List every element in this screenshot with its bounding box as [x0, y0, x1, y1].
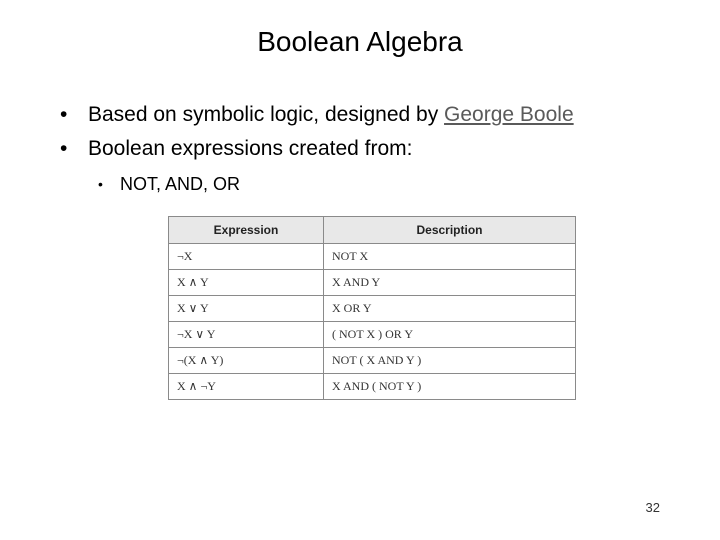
expression-header: Expression: [169, 217, 324, 244]
description-header: Description: [324, 217, 576, 244]
bullet-item-symbolic-logic: [60, 98, 574, 132]
expression-cell: X ∧ ¬Y: [169, 374, 324, 400]
table-row: [169, 244, 576, 270]
table-row: [169, 270, 576, 296]
table-row: [169, 296, 576, 322]
sub-bullet-list: [98, 170, 240, 198]
description-cell: X AND ( NOT Y ): [324, 374, 576, 400]
description-cell: ( NOT X ) OR Y: [324, 322, 576, 348]
george-boole-link[interactable]: George Boole: [444, 103, 574, 126]
table-row: [169, 322, 576, 348]
table-row: [169, 348, 576, 374]
sub-bullet-text: NOT, AND, OR: [120, 174, 241, 194]
bullet-item-expressions: [60, 132, 574, 166]
slide-title: Boolean Algebra: [257, 26, 463, 57]
bullet-text: Based on symbolic logic, designed by: [88, 103, 445, 126]
description-cell: X OR Y: [324, 296, 576, 322]
bullet-icon: •: [60, 137, 68, 160]
expression-cell: X ∧ Y: [169, 270, 324, 296]
bullet-text: Boolean expressions created from:: [88, 137, 413, 160]
description-cell: NOT X: [324, 244, 576, 270]
bullet-list: [60, 98, 574, 166]
expression-cell: ¬X: [169, 244, 324, 270]
expression-cell: ¬X ∨ Y: [169, 322, 324, 348]
bullet-icon: •: [60, 103, 68, 126]
table-row: [169, 374, 576, 400]
sub-bullet-item-operators: [98, 170, 240, 198]
bullet-icon: •: [98, 176, 103, 192]
description-cell: NOT ( X AND Y ): [324, 348, 576, 374]
expression-cell: ¬(X ∧ Y): [169, 348, 324, 374]
table-header-row: [169, 217, 576, 244]
expression-table: [168, 216, 576, 400]
page-number: 32: [645, 500, 660, 515]
description-cell: X AND Y: [324, 270, 576, 296]
expression-cell: X ∨ Y: [169, 296, 324, 322]
